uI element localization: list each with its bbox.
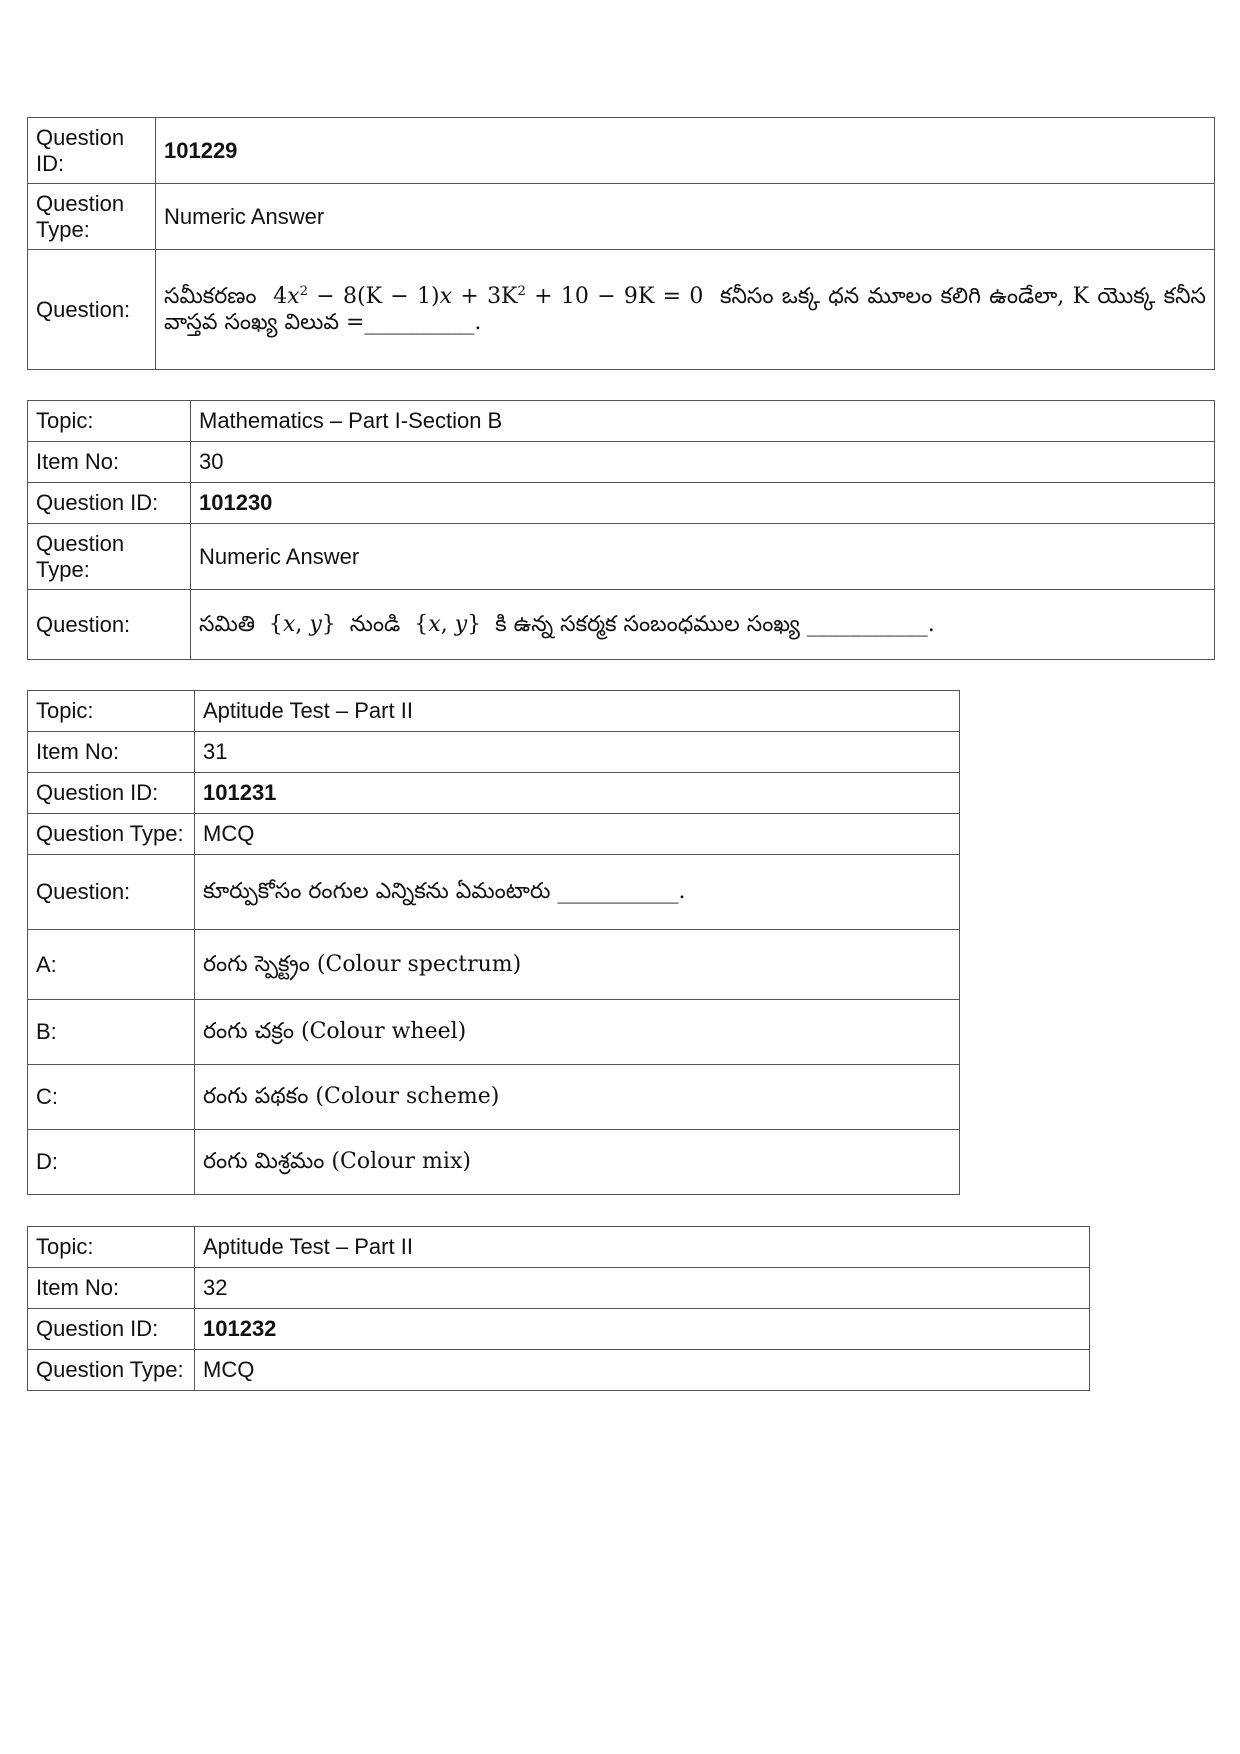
question-text: కూర్పుకోసం రంగుల ఎన్నికను ఏమంటారు ___________. — [195, 855, 960, 930]
item-no-value: 30 — [191, 442, 1215, 483]
question-id-value: 101231 — [195, 773, 960, 814]
option-d-text: రంగు మిశ్రమం (Colour mix) — [195, 1130, 960, 1195]
item-no-label: Item No: — [28, 442, 191, 483]
option-b-text: రంగు చక్రం (Colour wheel) — [195, 1000, 960, 1065]
question-word-3: కి ఉన్న సకర్మక సంబంధముల సంఖ్య ___________. — [495, 611, 935, 637]
question-type-value: Numeric Answer — [156, 184, 1215, 250]
item-no-value: 31 — [195, 732, 960, 773]
item-no-label: Item No: — [28, 1268, 195, 1309]
question-id-label: Question ID: — [28, 118, 156, 184]
item-no-label: Item No: — [28, 732, 195, 773]
question-id-label: Question ID: — [28, 483, 191, 524]
topic-value: Mathematics – Part I-Section B — [191, 401, 1215, 442]
set-notation-2: {x, y} — [407, 611, 489, 637]
question-block-101229 — [27, 117, 1215, 370]
question-suffix: కనీసం ఒక్క ధన మూలం కలిగి ఉండేలా, K యొక్క కనీస వాస్తవ సంఖ్య విలువ =__________. — [164, 283, 1206, 335]
option-c-text: రంగు పథకం (Colour scheme) — [195, 1065, 960, 1130]
option-a-label: A: — [28, 930, 195, 1000]
question-text — [191, 590, 1215, 660]
option-c-label: C: — [28, 1065, 195, 1130]
question-type-value: Numeric Answer — [191, 524, 1215, 590]
question-id-value: 101232 — [195, 1309, 1090, 1350]
topic-label: Topic: — [28, 1227, 195, 1268]
question-block-101231 — [27, 690, 960, 1195]
topic-label: Topic: — [28, 401, 191, 442]
question-word-1: సమితి — [199, 611, 255, 637]
question-label: Question: — [28, 590, 191, 660]
question-label: Question: — [28, 250, 156, 370]
question-id-label: Question ID: — [28, 1309, 195, 1350]
question-id-value: 101230 — [191, 483, 1215, 524]
question-type-label: Question Type: — [28, 184, 156, 250]
item-no-value: 32 — [195, 1268, 1090, 1309]
equation: $4x^2 - 8(K - 1)x + 3K^2 + 10 - 9K = 0$ — [264, 283, 712, 309]
question-type-value: MCQ — [195, 814, 960, 855]
question-type-value: MCQ — [195, 1350, 1090, 1391]
question-prefix: సమీకరణం — [164, 283, 257, 309]
question-type-label: Question Type: — [28, 1350, 195, 1391]
question-word-2: నుండి — [349, 611, 401, 637]
question-block-101232 — [27, 1226, 1090, 1391]
topic-value: Aptitude Test – Part II — [195, 1227, 1090, 1268]
topic-value: Aptitude Test – Part II — [195, 691, 960, 732]
question-id-value: 101229 — [156, 118, 1215, 184]
question-type-label: Question Type: — [28, 814, 195, 855]
option-a-text: రంగు స్పెక్ట్రం (Colour spectrum) — [195, 930, 960, 1000]
topic-label: Topic: — [28, 691, 195, 732]
question-id-label: Question ID: — [28, 773, 195, 814]
option-d-label: D: — [28, 1130, 195, 1195]
question-type-label: Question Type: — [28, 524, 191, 590]
set-notation-1: {x, y} — [261, 611, 343, 637]
option-b-label: B: — [28, 1000, 195, 1065]
question-label: Question: — [28, 855, 195, 930]
question-text — [156, 250, 1215, 370]
question-block-101230 — [27, 400, 1215, 660]
